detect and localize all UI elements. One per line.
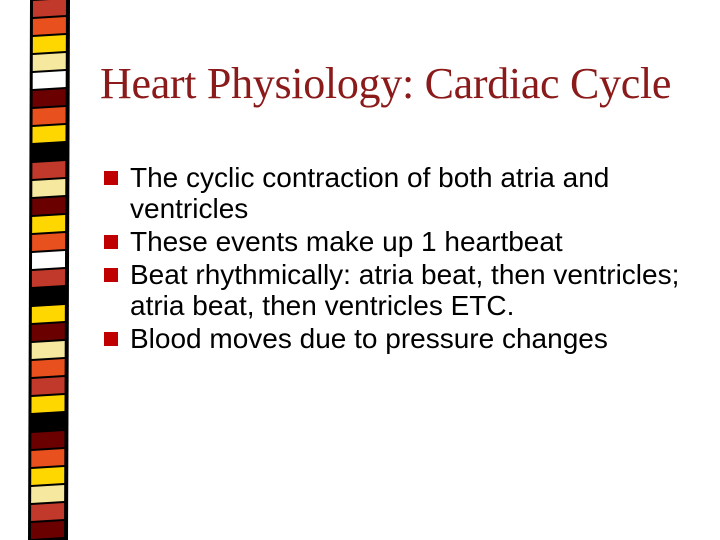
stripe-segment: [32, 287, 65, 305]
stripe-segment: [32, 305, 65, 323]
stripe-segment: [32, 233, 65, 251]
stripe-segment: [31, 431, 64, 449]
bullet-square-icon: [104, 235, 118, 249]
stripe-segment: [32, 377, 65, 395]
stripe-segment: [32, 197, 65, 215]
stripe-segment: [31, 413, 64, 431]
stripe-segment: [33, 35, 66, 53]
bullet-text: Beat rhythmically: atria beat, then ventricles; atria beat, then ventricles ETC.: [130, 259, 680, 321]
stripe-segment: [32, 125, 65, 143]
stripe-segment: [32, 143, 65, 161]
stripe-segment: [32, 215, 65, 233]
stripe-segment: [33, 17, 66, 35]
stripe-segment: [33, 53, 66, 71]
stripe-segment: [31, 449, 64, 467]
bullet-square-icon: [104, 332, 118, 346]
bullet-square-icon: [104, 171, 118, 185]
decorative-stripe: [0, 0, 76, 540]
bullet-item: [100, 226, 710, 257]
bullet-item: [100, 323, 710, 354]
stripe-segment: [32, 251, 65, 269]
stripe-segment: [33, 71, 66, 89]
stripe-segment: [31, 521, 64, 539]
stripe-segment: [32, 179, 65, 197]
stripe-segment: [32, 161, 65, 179]
stripe-segment: [32, 359, 65, 377]
slide-title: Heart Physiology: Cardiac Cycle: [100, 59, 672, 108]
bullet-square-icon: [104, 268, 118, 282]
stripe-segment: [31, 485, 64, 503]
stripe-segment: [32, 323, 65, 341]
stripe-segment: [32, 341, 65, 359]
stripe-segment: [32, 269, 65, 287]
bullet-item: [100, 259, 710, 321]
bullet-text: Blood moves due to pressure changes: [130, 323, 608, 354]
stripe-segment: [31, 503, 64, 521]
stripe-segment: [31, 395, 64, 413]
bullet-text: These events make up 1 heartbeat: [130, 226, 563, 257]
stripe-segment: [31, 467, 64, 485]
stripe-segment: [33, 89, 66, 107]
stripe-segment: [33, 0, 66, 17]
bullet-list: [100, 162, 710, 356]
bullet-item: [100, 162, 710, 224]
bullet-text: The cyclic contraction of both atria and ventricles: [130, 162, 610, 224]
stripe-segment: [33, 107, 66, 125]
